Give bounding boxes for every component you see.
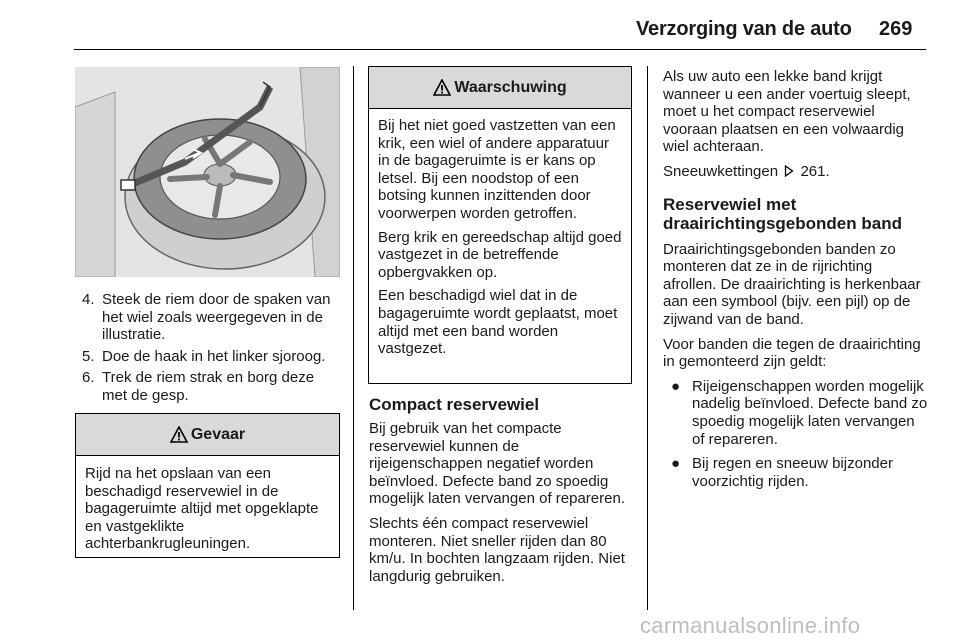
warning-paragraph: Bij het niet goed vastzetten van een krik, een wiel of andere apparatuur in de bagageruimte is er kans op letsel. Bij een noodstop of een botsing kunnen inzittenden door voorwerpen worden getroffen. <box>378 117 616 222</box>
warning-triangle-icon <box>433 79 451 96</box>
snow-chains-label: Sneeuwkettingen <box>663 162 779 180</box>
warning-box <box>368 66 632 384</box>
step-number: 6. <box>82 369 95 387</box>
bullet-text: Bij regen en sneeuw bijzonder voorzichtig rijden. <box>692 455 893 490</box>
compact-paragraph: Bij gebruik van het compacte reservewiel kunnen de rijeigenschappen negatief worden beïnvloed. Defecte band zo spoedig mogelijk laten vervangen of repareren. <box>369 420 625 508</box>
danger-title: Gevaar <box>190 425 246 443</box>
warning-paragraph: Berg krik en gereedschap altijd goed vastgezet in de betreffende opbergvakken op. <box>378 228 622 281</box>
watermark: carmanualsonline.info <box>640 613 861 638</box>
warning-paragraph: Een beschadigd wiel dat in de bagageruimte wordt geplaatst, moet altijd met een band worden vastgezet. <box>378 287 618 358</box>
compact-spare-heading: Compact reservewiel <box>369 395 540 414</box>
towing-intro: Als uw auto een lekke band krijgt wanneer u een ander voertuig sleept, moet u het compact reservewiel vooraan plaatsen en een volwaardig wiel achteraan. <box>663 68 911 156</box>
warning-box-header <box>369 67 631 109</box>
column-divider-right <box>647 66 648 610</box>
header-rule <box>74 49 926 50</box>
compact-spare-section <box>369 395 634 592</box>
directional-paragraph: Voor banden die tegen de draairichting in gemonteerd zijn geldt: <box>663 335 921 371</box>
compact-paragraph: Slechts één compact reservewiel monteren. Niet sneller rijden dan 80 km/u. In bochten langzaam rijden. Niet langdurig gebruiken. <box>369 514 625 585</box>
directional-tyre-section <box>663 68 928 497</box>
step-text: Doe de haak in het linker sjoroog. <box>102 347 326 365</box>
step-number: 4. <box>82 291 95 308</box>
step-text: Trek de riem strak en borg deze met de gesp. <box>102 369 315 404</box>
page-header-title: Verzorging van de auto <box>636 18 852 40</box>
spare-wheel-illustration <box>75 67 340 277</box>
bullet-item: ● Bij regen en sneeuw bijzonder voorzichtig rijden. <box>671 455 893 490</box>
warning-title: Waarschuwing <box>454 78 567 96</box>
step-text: Steek de riem door de spaken van het wiel zoals weergegeven in de illustratie. <box>102 291 331 344</box>
danger-box <box>75 413 340 558</box>
warning-triangle-icon <box>170 426 188 443</box>
column-divider-left <box>353 66 354 610</box>
bullet-item: ● Rijeigenschappen worden mogelijk nadelig beïnvloed. Defecte band zo spoedig mogelijk laten vervangen of repareren. <box>671 377 928 448</box>
page-number: 269 <box>879 18 913 40</box>
procedure-steps <box>82 291 342 409</box>
step-item <box>82 369 342 404</box>
danger-box-header <box>76 414 339 456</box>
step-item <box>82 291 342 344</box>
step-number: 5. <box>82 347 95 365</box>
snow-chains-page[interactable]: 261. <box>800 162 830 180</box>
bullet-text: Rijeigenschappen worden mogelijk nadelig beïnvloed. Defecte band zo spoedig mogelijk laten vervangen of repareren. <box>692 377 928 448</box>
page-reference-arrow-icon <box>784 165 794 177</box>
directional-paragraph: Draairichtingsgebonden banden zo monteren dat ze in de rijrichting afrollen. De draairichting is herkenbaar aan een symbool (bijv. een pijl) op de zijwand van de band. <box>663 240 921 328</box>
danger-text: Rijd na het opslaan van een beschadigd reservewiel in de bagageruimte altijd met opgeklapte en vastgeklikte achterbankrugleuningen. <box>85 465 319 553</box>
snow-chains-reference <box>663 163 928 181</box>
step-item <box>82 348 342 366</box>
directional-tyre-heading: Reservewiel met draairichtingsgebonden band <box>663 194 902 233</box>
